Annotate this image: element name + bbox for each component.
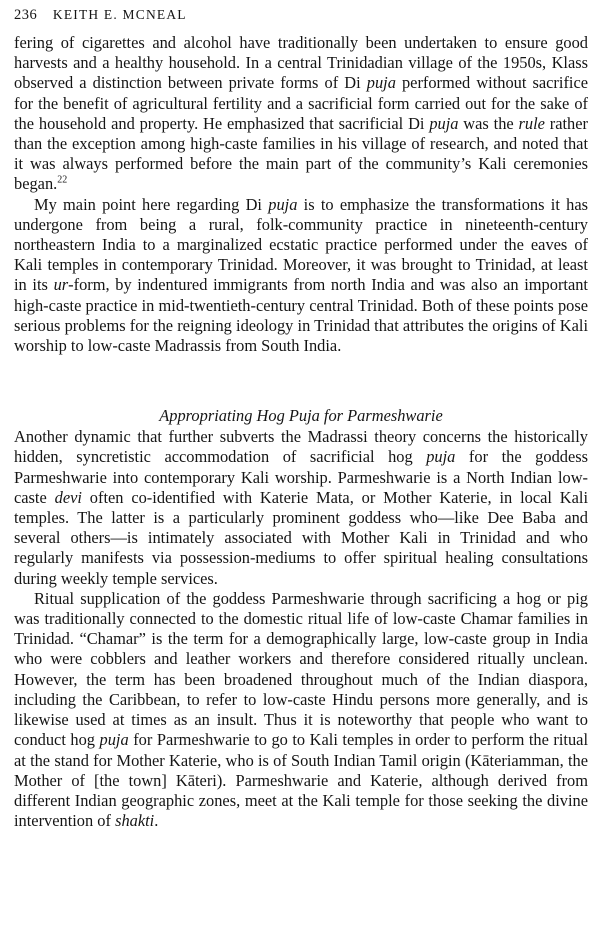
paragraph <box>14 195 588 357</box>
text-run: Another dynamic that further subverts the Madrassi theory concerns the historically hidden, syncretistic accommodation of sacrificial hog <box>14 427 588 467</box>
paragraph <box>14 427 588 589</box>
text-run: for the goddess Parmeshwarie into contemporary Kali worship. Parmeshwarie is a North Indian low-caste <box>14 447 588 507</box>
italic-term: puja <box>426 447 456 467</box>
italic-term: rule <box>518 113 545 133</box>
text-run: is to emphasize the transformations it has undergone from being a rural, folk-community practice in nineteenth-century northeastern India to a marginalized ecstatic practice performed under the eaves of Kali temples in contemporary Trinidad. Moreover, it was brought to Trinidad, at least in its <box>14 194 588 295</box>
paragraph <box>14 33 588 195</box>
text-run: rather than the exception among high-caste families in his village of research, and noted that it was always performed before the main part of the community’s Kali ceremonies began. <box>14 113 588 194</box>
text-run: Ritual supplication of the goddess Parmeshwarie through sacrificing a hog or pig was traditionally connected to the domestic ritual life of low-caste Chamar families in Trinidad. “Chamar” is the term for a demographically large, low-caste group in India who were cobblers and leather workers and therefore considered ritually unclean. However, the term has been broadened throughout much of the Indian diaspora, including the Caribbean, to refer to low-caste Hindu persons more generally, and is likewise used at times as an insult. Thus it is noteworthy that people who want to conduct hog <box>14 588 588 750</box>
footnote-ref: 22 <box>57 174 68 186</box>
italic-term: puja <box>429 113 459 133</box>
running-head-author: KEITH E. MCNEAL <box>52 7 187 22</box>
page-number: 236 <box>14 7 38 23</box>
italic-term: puja <box>99 730 129 750</box>
text-run: My main point here regarding Di <box>34 194 269 214</box>
italic-term: devi <box>54 487 82 507</box>
text-run: -form, by indentured immigrants from north India and was also an important high-caste practice in mid-twentieth-century central Trinidad. Both of these points pose serious problems for the reigning ideology in Trinidad that attributes the origins of Kali worship to low-caste Madrassis from South India. <box>14 275 588 356</box>
italic-term: ur <box>53 275 69 295</box>
body-text-bottom <box>14 427 588 831</box>
italic-term: puja <box>366 73 396 93</box>
text-run: performed without sacrifice for the benefit of agricultural fertility and a sacrificial form carried out for the sake of the household and property. He emphasized that sacrificial Di <box>14 73 589 133</box>
text-run: fering of cigarettes and alcohol have traditionally been undertaken to ensure good harvests and a healthy household. In a central Trinidadian village of the 1950s, Klass observed a distinction between private forms of Di <box>14 33 588 93</box>
text-run: . <box>154 811 159 831</box>
text-run: for Parmeshwarie to go to Kali temples in order to perform the ritual at the stand for Mother Katerie, who is of South Indian Tamil origin (Kāteriamman, the Mother of [the town] Kāteri). Parmeshwarie and Katerie, although derived from different Indian geographic zones, meet at the Kali temple for those seeking the divine intervention of <box>14 730 588 831</box>
italic-term: shakti <box>115 811 155 831</box>
body-text-top <box>14 33 588 356</box>
italic-term: puja <box>268 194 298 214</box>
paragraph <box>14 589 588 831</box>
text-run: often co-identified with Katerie Mata, or Mother Katerie, in local Kali temples. The latter is a particularly prominent goddess who—like Dee Baba and several others—is intimately associated with Mother Kali in Trinidad and who regularly manifests via possession-mediums to offer spiritual healing consultations during weekly temple services. <box>14 487 589 588</box>
running-head <box>14 6 588 28</box>
text-run: was the <box>458 113 519 133</box>
section-heading: Appropriating Hog Puja for Parmeshwarie <box>159 406 443 426</box>
